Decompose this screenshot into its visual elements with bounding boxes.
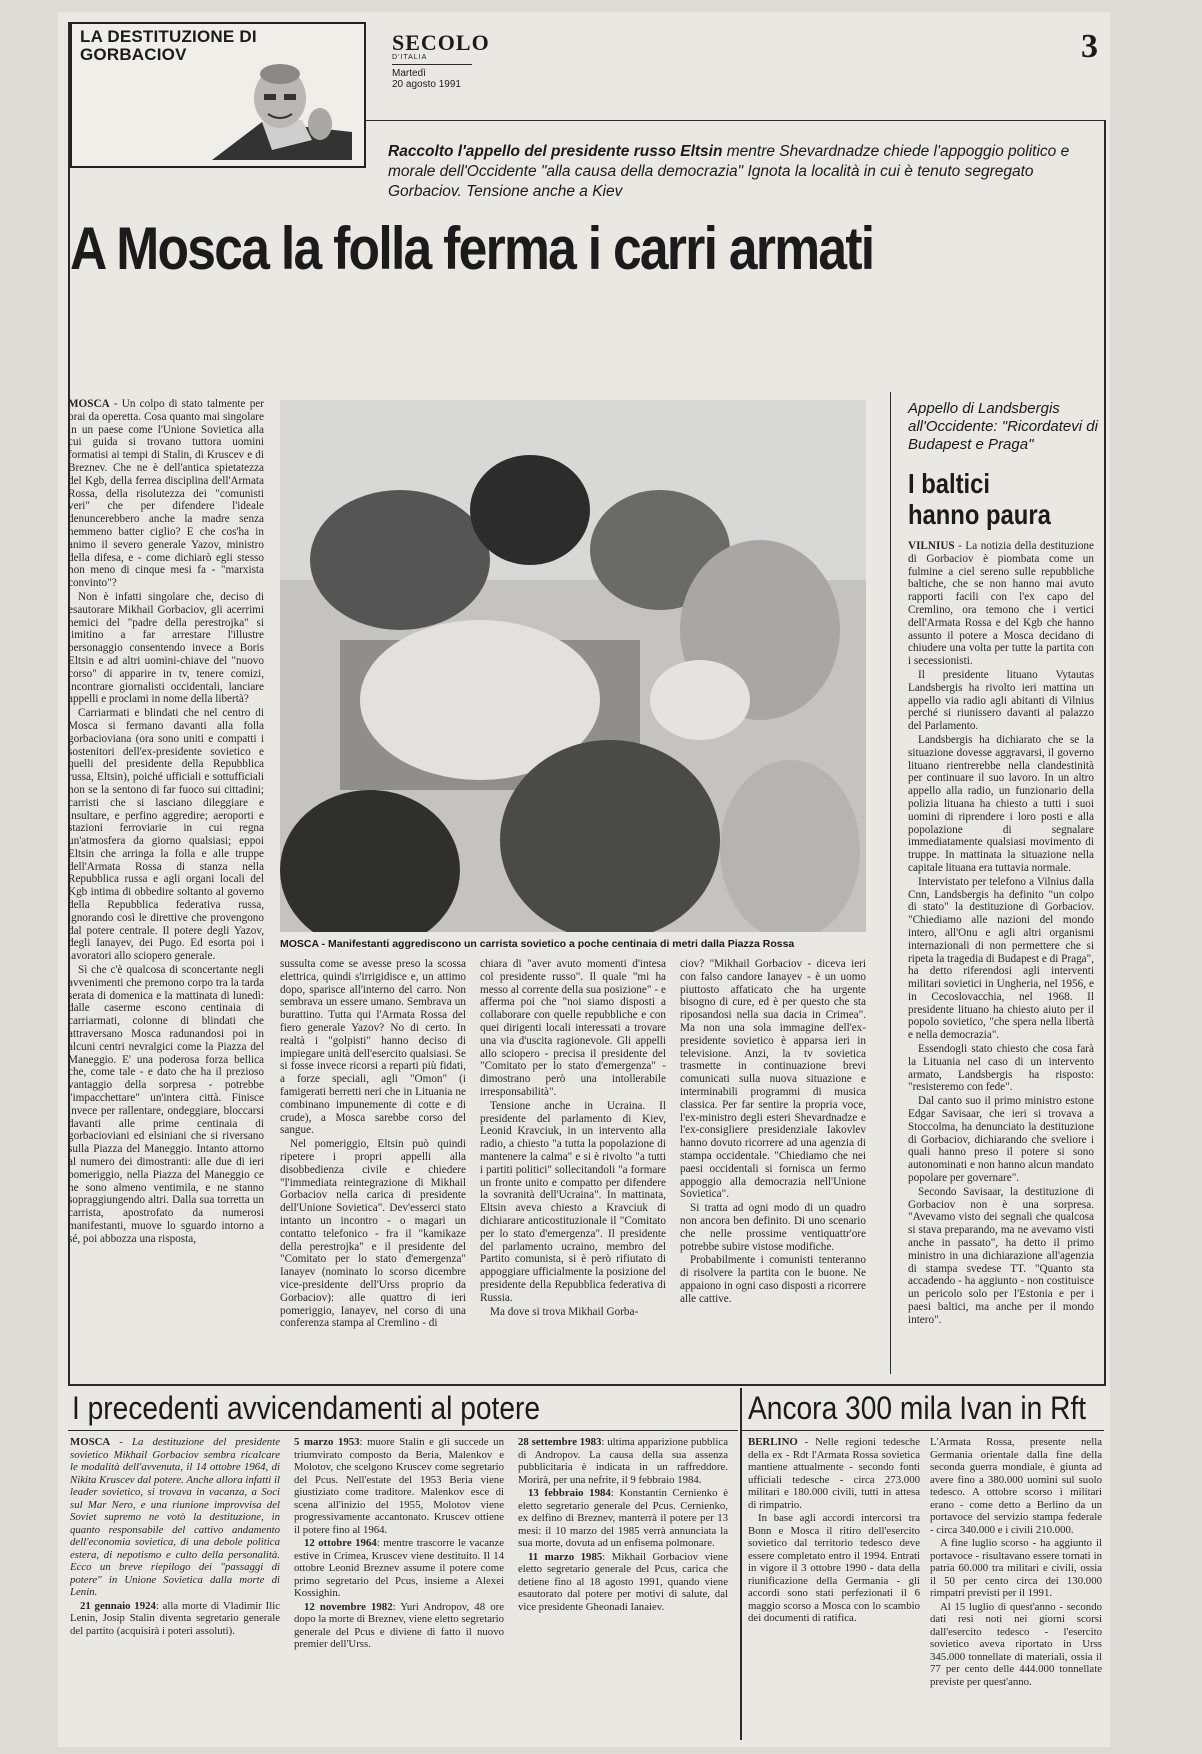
main-story-col4 xyxy=(680,958,866,1366)
main-story-paragraph: Non è infatti singolare che, deciso di esautorare Mikhail Gorbaciov, gli acerrimi nemici del "padre della perestrojka" si limitino a far arrestare l'illustre personaggio consentendo invece a Boris Eltsin e ad altri uomini-chiave del "nuovo corso" di apparire in tv, tenere comizi, incontrare giornalisti occidentali, lanciare appelli e proclami in nome della libertà? xyxy=(68,590,264,706)
main-story-paragraph: chiara di "aver avuto momenti d'intesa col presidente russo". Il quale "mi ha messo al corrente della sua posizione" - e afferma poi che "noi siamo disposti a collaborare con quelle repubbliche e con quei dirigenti locali interessati a trovare una via d'uscita ragionevole. Gli appelli allo sciopero - precisa il presidente del "Comitato per lo stato d'emergenza" - dimostrano però una intollerabile irresponsabilità". xyxy=(480,958,666,1098)
masthead: SECOLO xyxy=(392,30,490,55)
precedents-rule xyxy=(68,1430,738,1431)
ivan-paragraph: BERLINO - Nelle regioni tedesche della ex - Rdt l'Armata Rossa sovietica mantiene attualmente - secondo fonti ufficiali tedesche - circa 273.000 militari e 180.000 civili, tutti in attesa di rimpatrio. xyxy=(748,1436,920,1511)
weekday: Martedì xyxy=(392,68,426,79)
lead-subhead-bold: Raccolto l'appello del presidente russo Eltsin xyxy=(388,143,723,160)
ivan-paragraph: A fine luglio scorso - ha aggiunto il portavoce - risultavano essere tornati in patria 60.000 tra militari e civili, ossia il 50 per cento circa dei 130.000 rimpatri previsti per il 1991. xyxy=(930,1537,1102,1599)
main-story-paragraph: MOSCA - Un colpo di stato talmente per orai da operetta. Cosa quanto mai singolare in un paese come l'Unione Sovietica alla cui guida si trovano tuttora uomini formatisi ai tempi di Stalin, di Kruscev e di Breznev. Che ne è dell'antica spietatezza del Kgb, della ferrea disciplina dell'Armata Rossa, della risolutezza dei "comunisti veri" che per difendere l'ideale denuncerebbero anche la madre senza nemmeno batter ciglio? E che cos'ha in animo il severo generale Yazov, ministro della difesa, e - come dichiarò egli stesso non meno di cinque mesi fa - "marxista convinto"? xyxy=(68,398,264,590)
main-story-col2 xyxy=(280,958,466,1366)
main-headline: A Mosca la folla ferma i carri armati xyxy=(70,215,874,282)
main-story-paragraph: Nel pomeriggio, Eltsin può quindi ripetere i propri appelli alla disobbedienza civile e chiedere "l'immediata reintegrazione di Mikhail Gorbaciov nella carica di presidente dell'Unione Sovietica". Dev'esserci stato intanto un incontro - o magari un contatto telefonico - fra il "kamikaze della perestrojka" e il presidente del "Comitato per lo stato d'emergenza" Ianayev (nominato lo scorso dicembre vice-presidente dell'Urss proprio da Gorbaciov): alle quattro di ieri pomeriggio, Ianayev, nel corso di una conferenza stampa al Cremlino - di xyxy=(280,1138,466,1330)
newspaper-page xyxy=(58,12,1110,1747)
frame-bottom xyxy=(68,1384,1106,1386)
main-dateline: MOSCA xyxy=(68,398,110,410)
main-story-paragraph: Tensione anche in Ucraina. Il presidente del parlamento di Kiev, Leonid Kravciuk, in un intervento alla radio, a chiesto "a tutta la popolazione di mantenere la calma" e si è rivolto "a tutti i partiti politici" sollecitandoli "a formare un fronte unito e compatto per difendere la sovranità dell'Ucraina". In mattinata, Eltsin aveva chiesto a Kravciuk di dichiarare anticostituzionale il "Comitato per lo stato d'emergenza". Il presidente del parlamento ucraino, membro del Partito comunista, si è però rifiutato di appoggiare ufficialmente la posizione del presidente della Repubblica federativa di Russia. xyxy=(480,1099,666,1304)
side-dateline: VILNIUS xyxy=(908,540,955,552)
side-kicker-rest: all'Occidente: "Ricordatevi di Budapest e Praga" xyxy=(908,418,1098,453)
precedents-entry: 5 marzo 1953: muore Stalin e gli succede un triumvirato composto da Beria, Malenkov e Molotov, che scelgono Kruscev come segretario del Pcus. Nell'estate del 1953 Beria viene giustiziato come traditore. Malenkov esce di scena all'inizio del 1955, Molotov viene progressivamente accantonato. Kruscev ottiene il potere fino al 1964. xyxy=(294,1436,504,1536)
main-story-paragraph: ciov? "Mikhail Gorbaciov - diceva ieri con falso candore Ianayev - è un uomo piuttosto affaticato che ha urgente bisogno di cure, ed è per questo che sta riposandosi nella sua dacia in Crimea". Ma non una sola immagine dell'ex-presidente sovietico è apparsa ieri in televisione. Anzi, la tv sovietica trasmette in continuazione brevi comunicati sulla nuova situazione e interminabili programmi di musica classica. Per far sentire la propria voce, l'ex-ministro degli esteri Shevardnadze e l'ex-consigliere presidenziale Iakovlev hanno dovuto ricorrere ad una agenzia di stampa occidentale. "Chiediamo che nei paesi occidentali si fornisca un fermo appoggio alla democrazia nell'Unione Sovietica". xyxy=(680,958,866,1201)
side-kicker-bold: Appello di Landsbergis xyxy=(908,400,1060,417)
main-story-paragraph: Sì che c'è qualcosa di sconcertante negli avvenimenti che premono corpo tra la tarda serata di domenica e la mattinata di lunedì: dalle caserme escono centinaia di carriarmati, colonne di blindati che attraversano Mosca radunandosi poi in alcuni centri nevralgici come la Piazza del Maneggio. E' una poderosa forza bellica che, come tale - e dato che ha il prezioso vantaggio della sorpresa - potrebbe "impacchettare" un'intera città. Finisce invece per rallentare, ondeggiare, bloccarsi davanti alle prime centinaia di gorbacioviani ed elsiniani che si riversano sulla Piazza del Maneggio. Intanto attorno al numero dei dimostranti: alle due di ieri pomeriggio, nella Piazza del Maneggio ce ne sono almeno ventimila, e ne stanno sopraggiungendo altri. Dalla sua torretta un carrista, apostrofato da numerosi manifestanti, muove lo sguardo intorno a sé, poi abbozza una risposta, xyxy=(68,964,264,1245)
ivan-paragraph: L'Armata Rossa, presente nella Germania orientale dalla fine della seconda guerra mondiale, è giunta ad avere fino a 380.000 uomini sul suolo tedesco. A ottobre scorso i militari erano - come detto a Berlino da un portavoce del servizio stampa federale - circa 340.000 e i civili 210.000. xyxy=(930,1436,1102,1536)
precedents-col3 xyxy=(518,1436,728,1736)
precedents-entry: 12 novembre 1982: Yuri Andropov, 48 ore dopo la morte di Breznev, viene eletto segretario generale del Pcus e diviene di fatto il nuovo premier dell'Urss. xyxy=(294,1600,504,1650)
section-box xyxy=(70,22,366,168)
side-story-paragraph: Il presidente lituano Vytautas Landsbergis ha rivolto ieri mattina un appello via radio agli abitanti di Vilnius perché si riunissero davanti al palazzo del Parlamento. xyxy=(908,668,1094,733)
side-story-paragraph: VILNIUS - La notizia della destituzione di Gorbaciov è piombata come un fulmine a ciel sereno sulle repubbliche baltiche, che se non hanno mai avuto rapporti facili con l'ex capo del Cremlino, ora temono che i vertici dell'Armata Rossa e del Kgb che hanno assunto il potere a Mosca decidano di chiudere una volta per tutte la partita con i secessionisti. xyxy=(908,540,1094,668)
main-story-paragraph: sussulta come se avesse preso la scossa elettrica, quindi s'irrigidisce e, un attimo dopo, sparisce all'interno del carro. Non sembrava un essere umano. Sembrava un burattino. Tutta qui l'Armata Rossa del fiero generale Yazov? No di certo. In realtà i "golpisti" hanno deciso di impiegare unità dell'esercito qualsiasi. Se si fosse invece ricorsi a reparti più fidati, a forze speciali, agli "Omon" (i famigerati berretti neri che in Lituania ne combinano impunemente di cotte e di crude), a Mosca sarebbe corso del sangue. xyxy=(280,958,466,1137)
header-rule xyxy=(364,120,1104,121)
ivan-paragraph: Al 15 luglio di quest'anno - secondo dati resi noti nei giorni scorsi dall'esercito tedesco - l'esercito sovietico aveva riportato in Urss 345.000 tonnellate di materiali, ossia il 77 per cento delle 444.000 tonnellate previste per quest'anno. xyxy=(930,1600,1102,1688)
main-story-col1 xyxy=(68,398,264,1366)
precedents-entry: 13 febbraio 1984: Konstantin Cernienko è eletto segretario generale del Pcus. Cernienko, ex delfino di Breznev, manterrà il potere per 13 mesi: il 10 marzo del 1985 verrà annunciata la sua morte, dovuta ad un enfisema polmonare. xyxy=(518,1487,728,1549)
ivan-paragraph: In base agli accordi intercorsi tra Bonn e Mosca il ritiro dell'esercito sovietico dal territorio tedesco deve essere completato entro il 1994. Entrati in vigore il 3 ottobre 1990 - data della riunificazione della Germania - gli accordi sono stati perfezionati il 6 maggio scorso a Mosca con lo scambio dei documenti di ratifica. xyxy=(748,1512,920,1624)
side-story-body xyxy=(908,540,1094,1366)
precedents-entry: 11 marzo 1985: Mikhail Gorbaciov viene eletto segretario generale del Pcus, carica che detiene fino al 18 agosto 1991, quando viene esautorato dal potere per motivi di salute, dal vice presidente Gheonadi Ianaiev. xyxy=(518,1550,728,1613)
news-photo xyxy=(280,400,866,932)
precedents-col1 xyxy=(70,1436,280,1736)
ivan-dateline: BERLINO xyxy=(748,1436,798,1448)
precedents-headline: I precedenti avvicendamenti al potere xyxy=(72,1390,541,1426)
precedents-entry: 21 gennaio 1924: alla morte di Vladimir Ilic Lenin, Josip Stalin diventa segretario generale del partito (acquisirà i poteri assoluti). xyxy=(70,1599,280,1637)
ivan-col1 xyxy=(748,1436,920,1736)
precedents-dateline: MOSCA xyxy=(70,1436,111,1448)
masthead-rule xyxy=(392,64,472,65)
side-story-paragraph: Essendogli stato chiesto che cosa farà la Lituania nel caso di un intervento armato, Landsbergis ha risposto: "resisteremo con fede". xyxy=(908,1043,1094,1094)
photo-caption: MOSCA - Manifestanti aggrediscono un carrista sovietico a poche centinaia di metri dalla Piazza Rossa xyxy=(280,938,795,950)
main-story-paragraph: Carriarmati e blindati che nel centro di Mosca si fermano davanti alla folla gorbacioviana (ora sono uniti e compatti i sostenitori dell'ex-presidente sovietico e quelli del presidente della Repubblica russa, Eltsin), poiché ufficiali e sottufficiali non se la sentono di far fuoco sui cittadini; carristi che si lasciano dileggiare e insultare, e perfino aggredire; aeroporti e stazioni ferroviarie in cui regna un'atmosfera da giorno qualsiasi; eppoi Eltsin che arringa la folla e alle truppe dell'Armata Rossa di stanza nella Repubblica russa e agli organi locali del Kgb intima di obbedire soltanto al governo della Repubblica federativa russa, ignorando così le direttive che provengono dal potere centrale. Il potere degli Yazov, degli Ianayev, dei Pugo. Ed esorta poi i lavoratori allo sciopero generale. xyxy=(68,707,264,963)
gorbaciov-portrait xyxy=(202,60,352,160)
lead-subhead xyxy=(388,142,1088,202)
side-rule xyxy=(890,392,891,1374)
main-story-col3 xyxy=(480,958,666,1366)
main-story-paragraph: Ma dove si trova Mikhail Gorba- xyxy=(490,1305,639,1318)
frame-right xyxy=(1104,120,1106,1384)
section-title: LA DESTITUZIONE DI GORBACIOV xyxy=(80,27,257,64)
masthead-subtitle: D'ITALIA xyxy=(392,54,428,61)
main-story-paragraph: Probabilmente i comunisti tenteranno di risolvere la partita con le buone. Ne appaiono in ogni caso disposti a ricorrere alle cattive. xyxy=(680,1254,866,1305)
ivan-headline: Ancora 300 mila Ivan in Rft xyxy=(748,1390,1087,1426)
side-kicker xyxy=(908,400,1098,454)
side-story-paragraph: Dal canto suo il primo ministro estone Edgar Savisaar, che ieri si trovava a Stoccolma, ha denunciato la destituzione di Gorbaciov, dichiarando che sveliore i quali hanno preso il potere si sono autonominati e non hanno alcun mandato popolare per governare". xyxy=(908,1095,1094,1185)
ivan-rule xyxy=(742,1430,1104,1431)
precedents-intro: MOSCA - La destituzione del presidente sovietico Mikhail Gorbaciov sembra ricalcare le modalità dell'avvenuta, il 14 ottobre 1964, di Nikita Kruscev dal potere. Anche allora infatti il leader sovietico, si trovava in vacanza, a Soci sul Mar Nero, e una riunione improvvisa del Soviet supremo ne votò la destituzione, in quanto responsabile del cattivo andamento dell'economia sovietica, di una debole politica estera, di nepotismo e culto della personalità. Ecco un breve riepilogo dei "passaggi di potere" in Unione Sovietica dalla morte di Lenin. xyxy=(70,1436,280,1598)
page-number: 3 xyxy=(1081,28,1098,65)
precedents-col2 xyxy=(294,1436,504,1736)
lead-subhead-rest: mentre Shevardnadze chiede l'appoggio politico e morale dell'Occidente "alla causa della democrazia" Ignota la località in cui è tenuto segregato Gorbaciov. Tensione anche a Kiev xyxy=(388,143,1070,200)
side-headline: I baltici hanno paura xyxy=(908,468,1051,530)
ivan-col2 xyxy=(930,1436,1102,1736)
side-story-paragraph: Secondo Savisaar, la destituzione di Gorbaciov non è una sorpresa. "Avevamo visto dei segnali che qualcosa si stava preparando, ma ne avevamo visti anche in passato", ha detto il primo ministro in una dichiarazione all'agenzia di stampa svedese TT. "Quanto sta accadendo - ha aggiunto - non costituisce un pericolo solo per l'Estonia e per i paesi baltici, ma anche per il mondo intero". xyxy=(908,1185,1094,1326)
main-story-paragraph: Si tratta ad ogni modo di un quadro non ancora ben definito. Di uno scenario che nelle prossime ventiquattr'ore potrebbe subire vistose modifiche. xyxy=(680,1202,866,1253)
precedents-entry: 12 ottobre 1964: mentre trascorre le vacanze estive in Crimea, Kruscev viene destituito. Il 14 ottobre Leonid Breznev assume il potere come primo segretario del Pcus, insieme a Alexei Kossighin. xyxy=(294,1537,504,1599)
issue-date: 20 agosto 1991 xyxy=(392,79,461,90)
bottom-divider xyxy=(740,1388,742,1740)
precedents-entry: 28 settembre 1983: ultima apparizione pubblica di Andropov. La causa della sua assenza pubblicitaria è indicata in un raffreddore. Morirà, per una nefrite, il 9 febbraio 1984. xyxy=(518,1436,728,1486)
side-story-paragraph: Landsbergis ha dichiarato che se la situazione dovesse aggravarsi, il governo lituano rientrerebbe nella clandestinità per continuare il suo lavoro. In un altro appello alla radio, un funzionario della polizia lituana ha chiesto a tutti i suoi uomini di riprendere i loro posti e alla popolazione di segnalare immediatamente qualsiasi movimento di truppe. In mattinata la situazione nella capitale lituana era tuttavia normale. xyxy=(908,733,1094,874)
side-story-paragraph: Intervistato per telefono a Vilnius dalla Cnn, Landsbergis ha definito "un colpo di stato" la destituzione di Gorbaciov. "Chiediamo alle nazioni del mondo intero, all'Onu e agli altri organismi internazionali di non permettere che si ripeta la tragedia di Budapest e di Praga", ha detto riferendosi agli interventi militari sovietici in Ungheria, nel 1956, e in Cecoslovacchia, nel 1968. Il presidente lituano ha chiesto aiuto per il popolo sovietico, "che spera nella libertà e nella democrazia". xyxy=(908,875,1094,1042)
